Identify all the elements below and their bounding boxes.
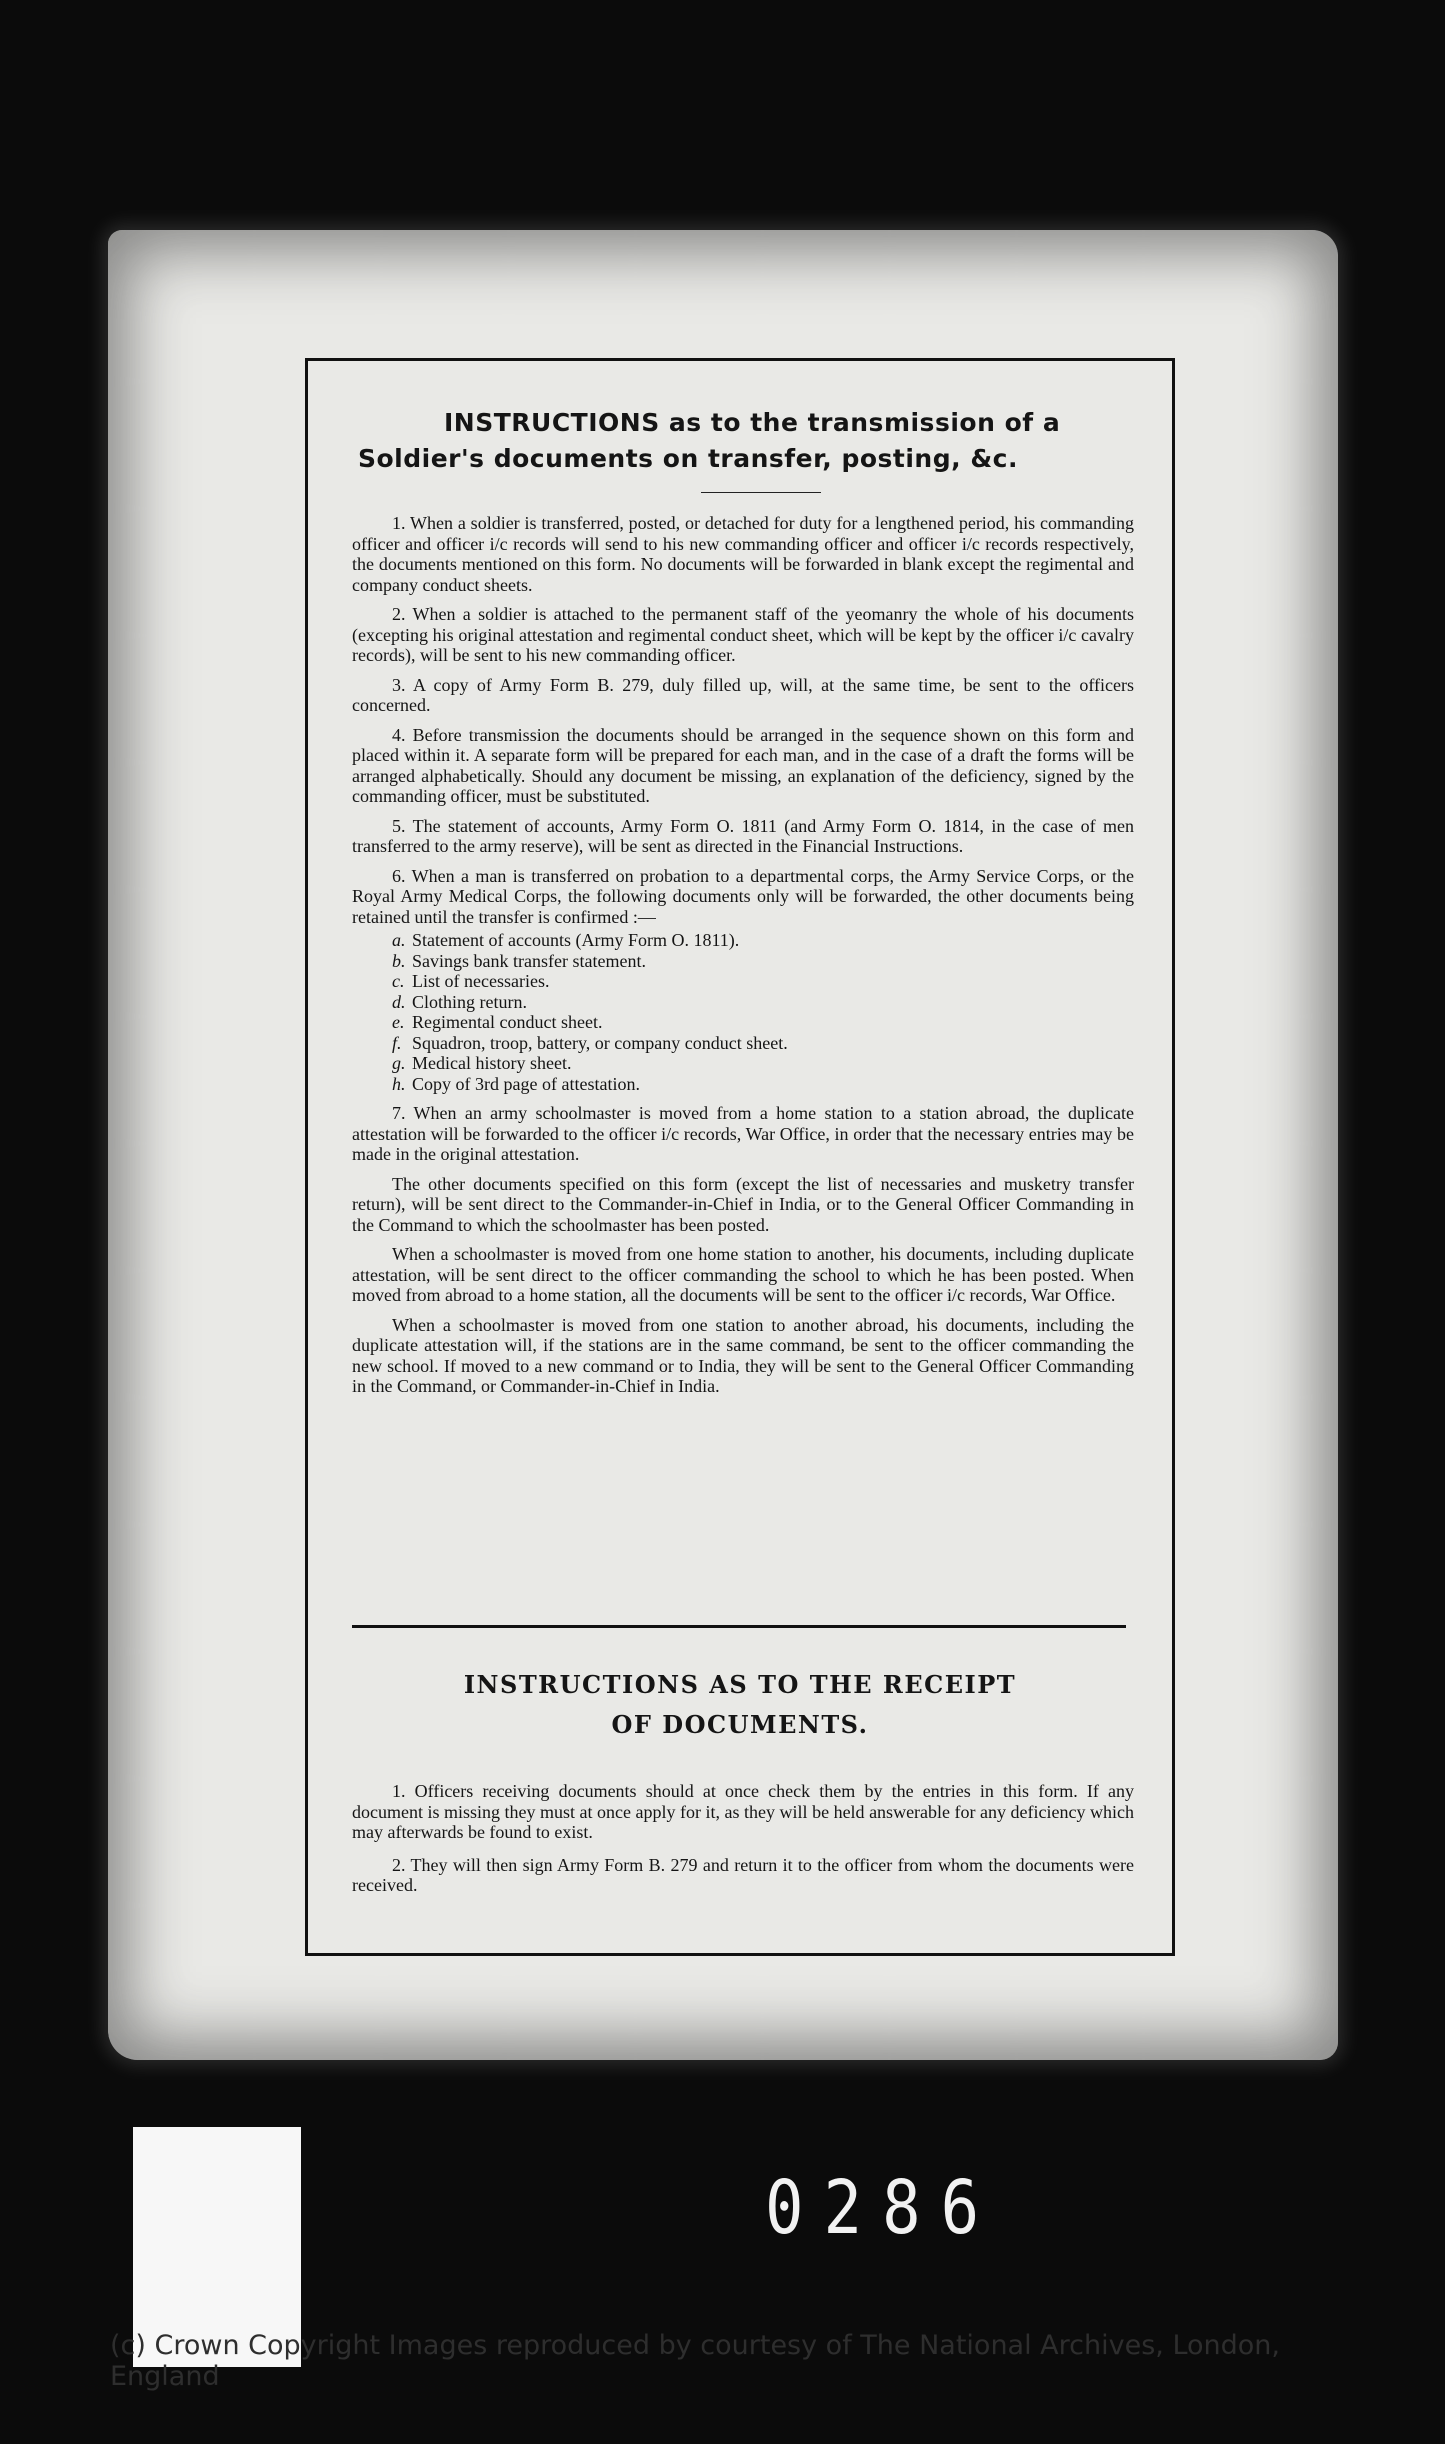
list-text: Copy of 3rd page of attestation. bbox=[412, 1073, 640, 1094]
list-text: Medical history sheet. bbox=[412, 1053, 572, 1073]
heading-line-1: INSTRUCTIONS as to the transmission of a bbox=[444, 408, 1061, 437]
copyright-watermark: (c) Crown Copyright Images reproduced by courtesy of The National Archives, London, England bbox=[110, 2330, 1280, 2392]
paragraph: When a schoolmaster is moved from one home station to another, his documents, including duplicate attestation, will be sent direct to the officer commanding the school to which he has been posted. When moved from abroad to a home station, all the documents will be sent to the officer i/c records, War Office. bbox=[352, 1244, 1134, 1305]
section-divider bbox=[352, 1625, 1126, 1628]
paragraph: 4. Before transmission the documents should be arranged in the sequence shown on this form and placed within it. A separate form will be prepared for each man, and in the case of a draft the forms will be arranged alphabetically. Should any document be missing, an explanation of the deficiency, signed by the commanding officer, must be substituted. bbox=[352, 724, 1134, 806]
receipt-heading-line-1: INSTRUCTIONS AS TO THE RECEIPT bbox=[463, 1670, 1017, 1699]
list-text: Savings bank transfer statement. bbox=[412, 950, 646, 971]
paragraph: 5. The statement of accounts, Army Form O. 1811 (and Army Form O. 1814, in the case of men transferred to the army reserve), will be sent as directed in the Financial Instructions. bbox=[352, 815, 1134, 856]
heading-line-2: Soldier's documents on transfer, posting, &c. bbox=[358, 444, 1018, 473]
list-item bbox=[392, 1012, 1134, 1033]
paragraph: 3. A copy of Army Form B. 279, duly filled up, will, at the same time, be sent to the officers concerned. bbox=[352, 674, 1134, 715]
list-item bbox=[392, 1053, 1134, 1074]
receipt-heading-line-2: OF DOCUMENTS. bbox=[611, 1710, 869, 1739]
paragraph: 1. Officers receiving documents should at once check them by the entries in this form. If any document is missing they must at once apply for it, as they will be held answerable for any deficiency which may afterwards be found to exist. bbox=[352, 1781, 1134, 1842]
list-key: g. bbox=[392, 1053, 406, 1073]
list-text: Squadron, troop, battery, or company conduct sheet. bbox=[412, 1032, 788, 1053]
instructions-heading bbox=[308, 405, 1172, 477]
list-key: e. bbox=[392, 1012, 405, 1032]
paragraph: 1. When a soldier is transferred, posted, or detached for duty for a lengthened period, his commanding officer and officer i/c records will send to his new commanding officer and officer i/c records respectively, the documents mentioned on this form. No documents will be forwarded in blank except the regimental and company conduct sheets. bbox=[352, 513, 1134, 595]
paragraph: 2. They will then sign Army Form B. 279 and return it to the officer from whom the documents were received. bbox=[352, 1854, 1134, 1895]
instructions-body bbox=[352, 513, 1134, 1406]
paragraph: 7. When an army schoolmaster is moved from a home station to a station abroad, the duplicate attestation will be forwarded to the officer i/c records, War Office, in order that the necessary entries may be made in the original attestation. bbox=[352, 1103, 1134, 1164]
list-key: h. bbox=[392, 1073, 406, 1094]
list-text: List of necessaries. bbox=[412, 971, 550, 991]
receipt-body bbox=[352, 1781, 1134, 1908]
paragraph: When a schoolmaster is moved from one station to another abroad, his documents, including the duplicate attestation will, if the stations are in the same command, be sent to the officer commanding the new school. If moved to a new command or to India, they will be sent to the General Officer Commanding in the Command, or Commander-in-Chief in India. bbox=[352, 1314, 1134, 1396]
list-key: b. bbox=[392, 950, 406, 971]
list-item bbox=[392, 930, 1134, 951]
list-key: f. bbox=[392, 1032, 402, 1053]
list-key: a. bbox=[392, 930, 406, 950]
list-item bbox=[392, 1033, 1134, 1054]
list-key: c. bbox=[392, 971, 405, 991]
frame-number: 0286 bbox=[765, 2166, 1000, 2252]
list-item bbox=[392, 1074, 1134, 1095]
list-item bbox=[392, 951, 1134, 972]
paragraph: 2. When a soldier is attached to the permanent staff of the yeomanry the whole of his documents (excepting his original attestation and regimental conduct sheet, which will be kept by the officer i/c cavalry records), will be sent to his new commanding officer. bbox=[352, 604, 1134, 665]
list-text: Regimental conduct sheet. bbox=[412, 1012, 603, 1032]
list-key: d. bbox=[392, 991, 406, 1012]
list-item bbox=[392, 971, 1134, 992]
paragraph: The other documents specified on this form (except the list of necessaries and musketry transfer return), will be sent direct to the Commander-in-Chief in India, or to the General Officer Commanding in the Command to which the schoolmaster has been posted. bbox=[352, 1173, 1134, 1235]
instructions-panel bbox=[305, 358, 1175, 1956]
paragraph: 6. When a man is transferred on probation to a departmental corps, the Army Service Corps, or the Royal Army Medical Corps, the following documents only will be forwarded, the other documents being retained until the transfer is confirmed :— bbox=[352, 865, 1134, 927]
receipt-heading bbox=[308, 1665, 1172, 1745]
heading-divider bbox=[701, 492, 821, 493]
list-text: Clothing return. bbox=[412, 991, 527, 1012]
documents-list bbox=[352, 930, 1134, 1094]
list-item bbox=[392, 992, 1134, 1013]
list-text: Statement of accounts (Army Form O. 1811). bbox=[412, 930, 740, 950]
